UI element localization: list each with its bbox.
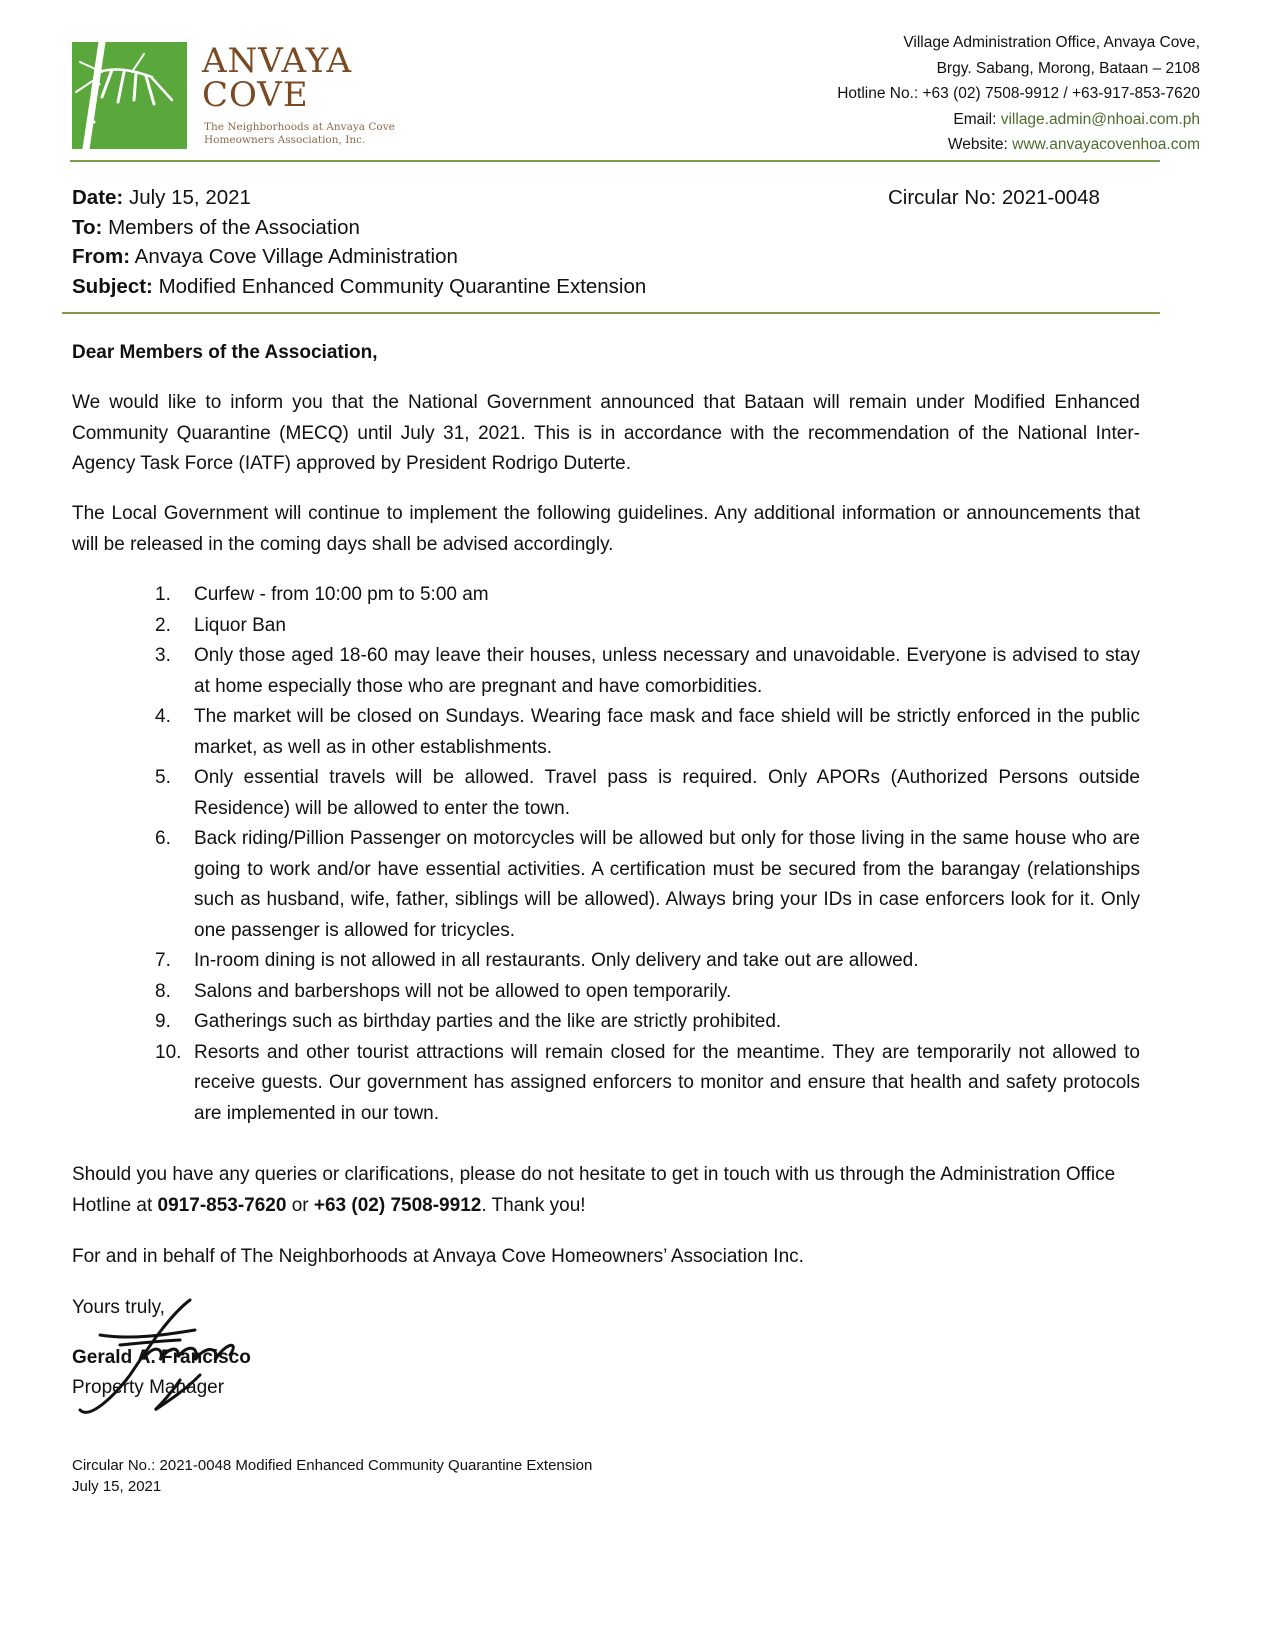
from-label: From: [72, 245, 131, 268]
memo-divider [62, 312, 1160, 314]
memo-subject [72, 272, 646, 302]
on-behalf-line: For and in behalf of The Neighborhoods at Anvaya Cove Homeowners’ Association Inc. [72, 1246, 804, 1267]
valediction: Yours truly, [72, 1297, 165, 1318]
email-label: Email: [953, 110, 1001, 128]
item-text: In-room dining is not allowed in all restaurants. Only delivery and take out are allowed. [194, 950, 919, 971]
item-number: 3. [155, 645, 171, 666]
address-line1: Village Administration Office, Anvaya Cove, [903, 34, 1200, 51]
item-number: 1. [155, 584, 171, 605]
item-text: Only those aged 18-60 may leave their houses, unless necessary and unavoidable. Everyone is advised to stay at home especially those who are pregnant and have comorbidities. [194, 645, 1140, 697]
item-number: 5. [155, 767, 171, 788]
address-line2: Brgy. Sabang, Morong, Bataan – 2108 [936, 59, 1200, 77]
paragraph-announcement: We would like to inform you that the National Government announced that Bataan will remain under Modified Enhanced Community Quarantine (MECQ) until July 31, 2021. This is in accordance with the recommendation of the National Inter-Agency Task Force (IATF) approved by President Rodrigo Duterte. [72, 392, 1140, 474]
guideline-item [155, 611, 1140, 642]
contact-block [837, 30, 1200, 158]
closing-phone-mobile: 0917-853-7620 [157, 1194, 287, 1216]
footer-date: July 15, 2021 [72, 1478, 162, 1495]
closing-phone-landline: +63 (02) 7508-9912 [313, 1194, 482, 1216]
to-label: To: [72, 215, 103, 239]
circular-number: Circular No: 2021-0048 [888, 186, 1100, 209]
item-text: Liquor Ban [194, 614, 286, 636]
subject-label: Subject: [72, 274, 153, 298]
item-text: Curfew - from 10:00 pm to 5:00 am [194, 584, 489, 605]
signatory-title: Property Manager [72, 1377, 225, 1398]
item-number: 6. [155, 828, 171, 849]
guideline-item [155, 1007, 1140, 1038]
signature-icon [70, 1295, 270, 1425]
from-value: Anvaya Cove Village Administration [134, 245, 458, 268]
item-text: The market will be closed on Sundays. Wearing face mask and face shield will be strictly enforced in the public market, as well as in other establishments. [194, 706, 1140, 758]
header-divider [70, 160, 1160, 162]
item-number: 7. [155, 950, 171, 971]
item-number: 8. [155, 980, 171, 1002]
logo-emblem [72, 42, 187, 149]
item-text: Only essential travels will be allowed. Travel pass is required. Only APORs (Authorized Persons outside Residence) will be allowed to enter the town. [194, 767, 1140, 819]
item-number: 10. [155, 1041, 182, 1063]
website-row [837, 132, 1200, 158]
website-link[interactable]: www.anvayacovenhoa.com [1012, 136, 1200, 153]
guideline-item [155, 946, 1140, 977]
closing-text: Should you have any queries or clarifications, please do not hesitate to get in touch with us through the Administration Office Hotline at [72, 1164, 1116, 1216]
subject-value: Modified Enhanced Community Quarantine Extension [158, 274, 647, 298]
item-text: Gatherings such as birthday parties and the like are strictly prohibited. [194, 1011, 782, 1032]
closing-thanks: . Thank you! [481, 1194, 586, 1216]
signatory-name: Gerald A. Francisco [72, 1347, 251, 1368]
guideline-item [155, 977, 1140, 1008]
item-number: 4. [155, 706, 171, 727]
page-footer [72, 1455, 592, 1497]
guideline-item [155, 824, 1140, 946]
paragraph-guidelines-intro: The Local Government will continue to implement the following guidelines. Any additional information or announcements that will be released in the coming days shall be advised accordingly. [72, 503, 1140, 555]
logo-name-line1: ANVAYA [202, 41, 353, 81]
closing-text-or: or [286, 1194, 314, 1216]
item-number: 2. [155, 614, 171, 636]
memo-header [72, 183, 646, 301]
closing-paragraph [72, 1160, 1140, 1221]
date-value: July 15, 2021 [128, 186, 251, 209]
logo-name-line2: COVE [202, 75, 309, 115]
guideline-item [155, 702, 1140, 763]
logo-wordmark [202, 41, 353, 115]
bamboo-icon [72, 42, 187, 149]
memo-from [72, 242, 646, 272]
logo-tagline-line1: The Neighborhoods at Anvaya Cove [204, 121, 395, 133]
email-row [837, 107, 1200, 133]
hotline: Hotline No.: +63 (02) 7508-9912 / +63-917-853-7620 [837, 85, 1200, 102]
guidelines-list [155, 580, 1140, 1129]
footer-circular: Circular No.: 2021-0048 Modified Enhanced Community Quarantine Extension [72, 1457, 593, 1474]
website-label: Website: [947, 136, 1013, 153]
item-text: Back riding/Pillion Passenger on motorcycles will be allowed but only for those living in the same house who are going to work and/or have essential activities. A certification must be secured from the barangay (relationships such as husband, wife, father, siblings will be allowed). Always bring your IDs in case enforcers look for it. Only one passenger is allowed for tricycles. [194, 828, 1140, 941]
memo-date [72, 183, 646, 213]
logo-tagline-line2: Homeowners Association, Inc. [204, 134, 366, 146]
date-label: Date: [72, 186, 124, 209]
guideline-item [155, 641, 1140, 702]
email-link[interactable]: village.admin@nhoai.com.ph [1000, 110, 1200, 128]
item-text: Salons and barbershops will not be allowed to open temporarily. [194, 980, 732, 1002]
memo-to [72, 213, 646, 243]
item-number: 9. [155, 1011, 171, 1032]
logo-tagline [204, 121, 395, 147]
guideline-item [155, 580, 1140, 611]
item-text: Resorts and other tourist attractions will remain closed for the meantime. They are temporarily not allowed to receive guests. Our government has assigned enforcers to monitor and ensure that health and safety protocols are implemented in our town. [194, 1041, 1140, 1124]
guideline-item [155, 763, 1140, 824]
guideline-item [155, 1038, 1140, 1130]
salutation: Dear Members of the Association, [72, 342, 378, 363]
to-value: Members of the Association [108, 215, 360, 239]
